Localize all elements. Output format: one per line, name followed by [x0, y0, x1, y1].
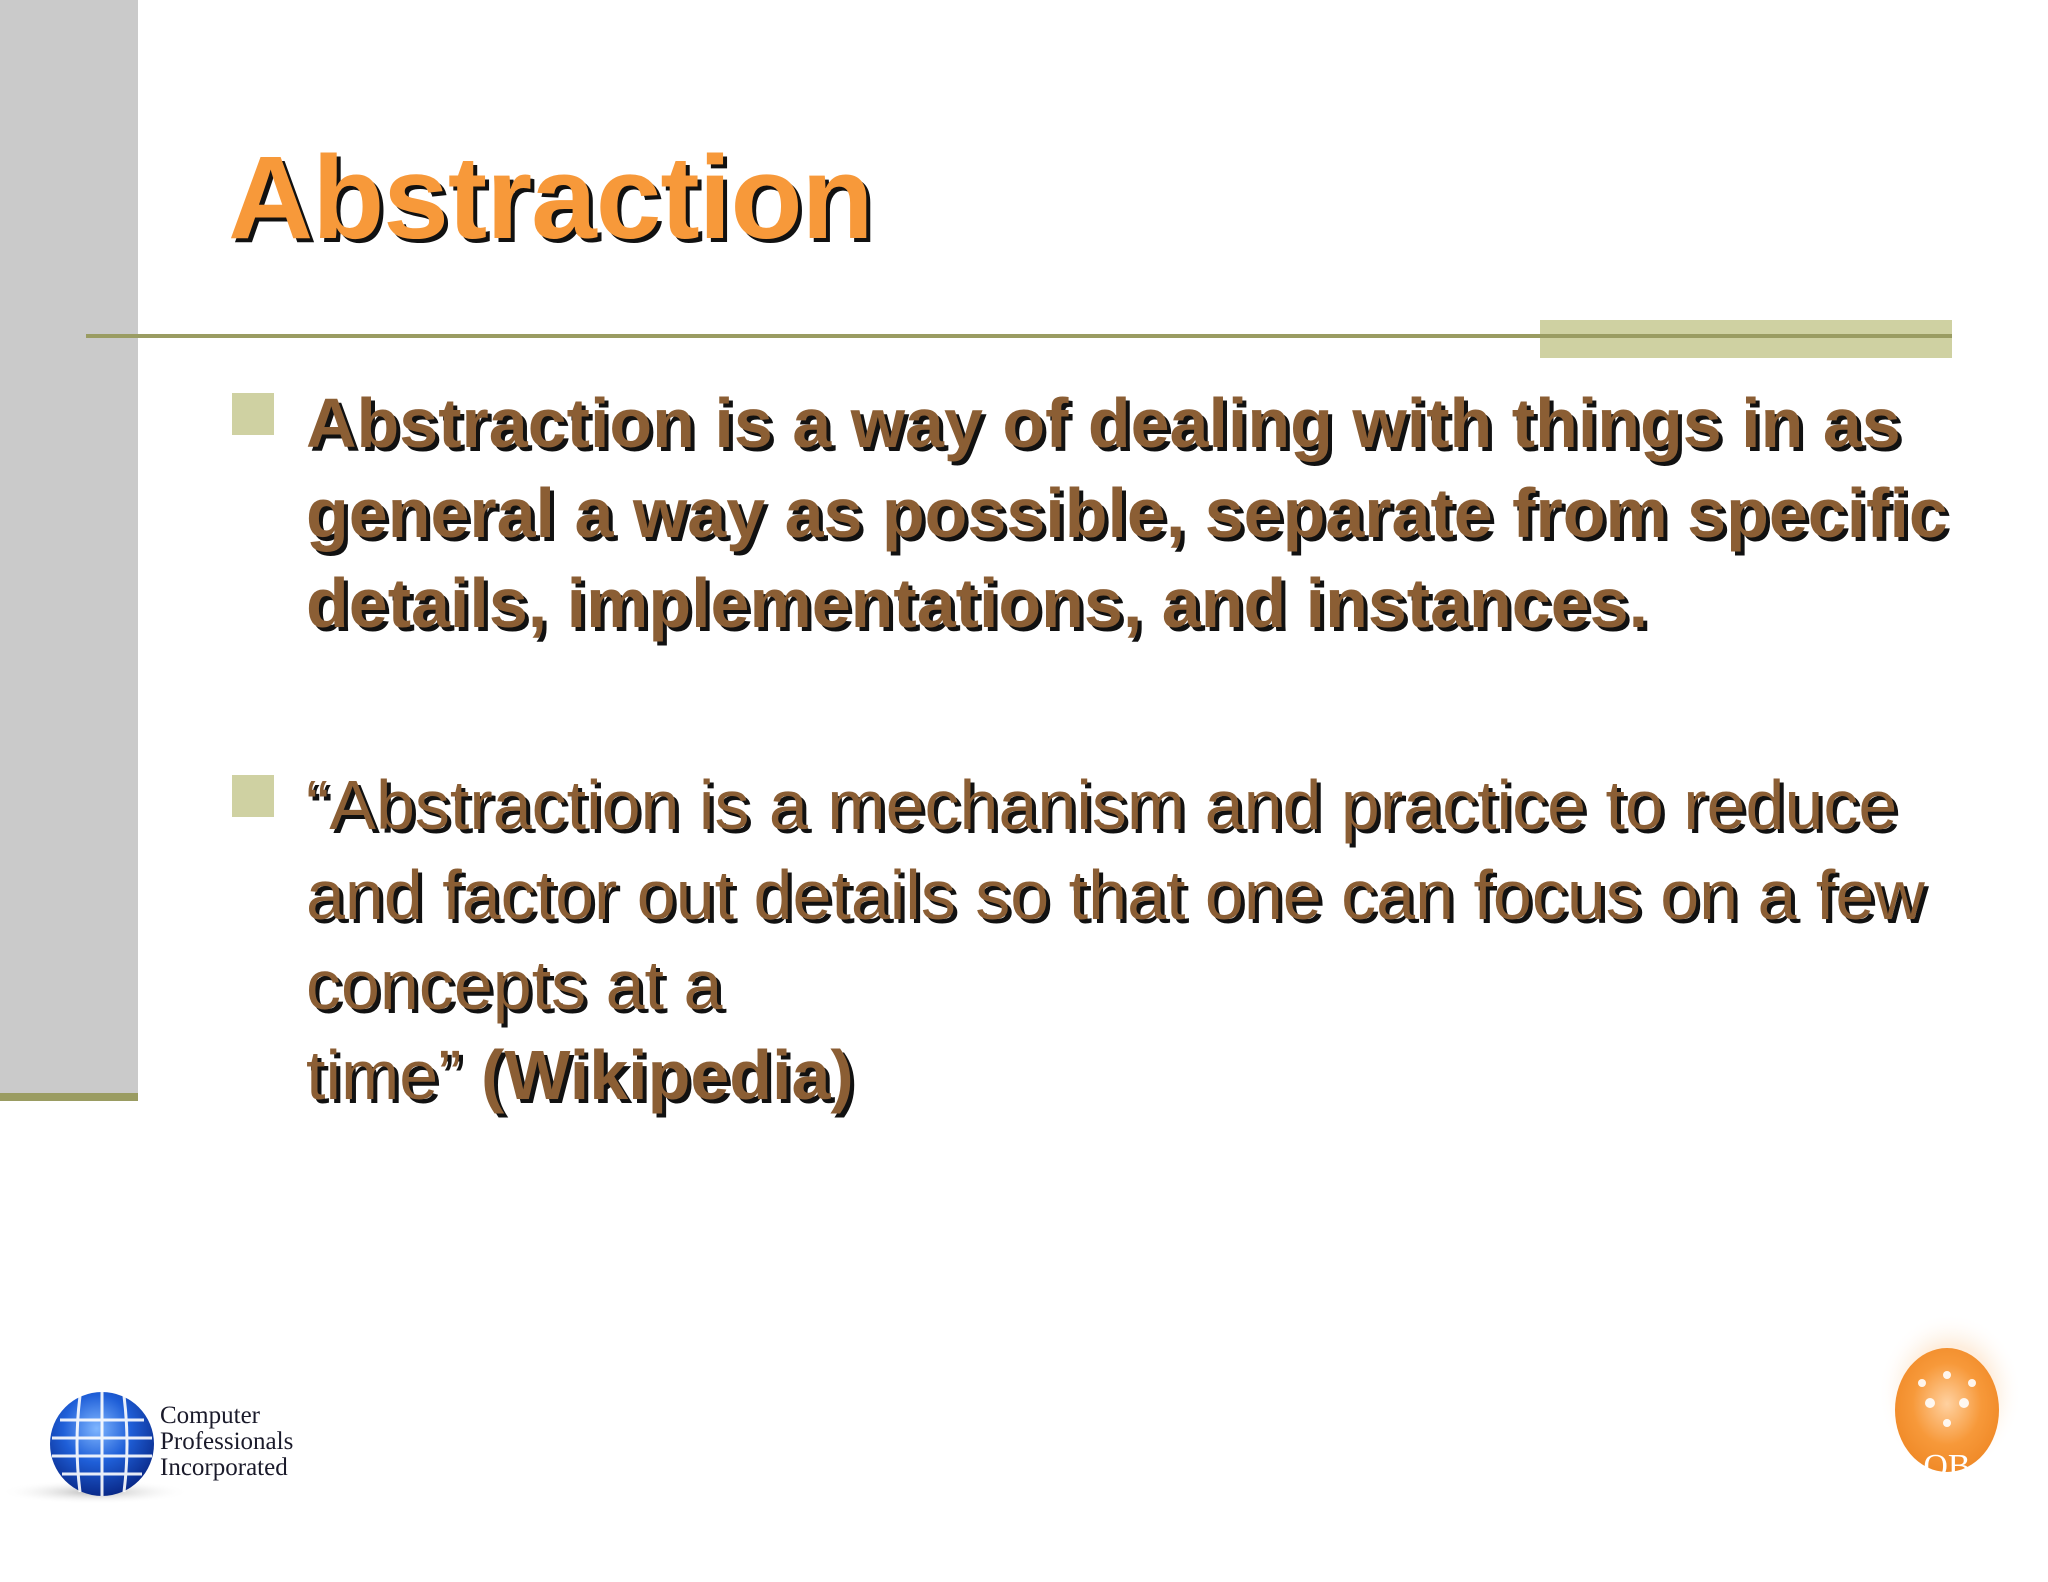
title-divider-accent-line — [1540, 334, 1952, 338]
company-name-line: Computer — [160, 1402, 260, 1429]
slide-title: Abstraction — [228, 132, 873, 264]
ob-logo-letters: OB — [1923, 1448, 1971, 1485]
ob-flame-logo-icon — [1872, 1305, 2022, 1515]
bullet-square-icon — [232, 393, 274, 435]
title-divider-accent-block — [1540, 320, 1952, 358]
quote-source: (Wikipedia) — [481, 1036, 854, 1114]
company-name-line: Professionals — [160, 1428, 294, 1455]
left-side-bar-underline — [0, 1093, 138, 1101]
quote-text: “Abstraction is a mechanism and practice to reduce and factor out details so that one can focus on a few concepts at a — [306, 766, 1925, 1024]
left-side-bar — [0, 0, 138, 1096]
bullet-square-icon — [232, 775, 274, 817]
company-name — [160, 1403, 293, 1481]
bullet-text-quote — [306, 760, 1986, 1120]
company-name-line: Incorporated — [160, 1454, 288, 1481]
bullet-text-definition: Abstraction is a way of dealing with things in as general a way as possible, separate from specific details, implementations, and instances. — [306, 384, 1948, 642]
quote-text-end: time” — [306, 1036, 462, 1114]
